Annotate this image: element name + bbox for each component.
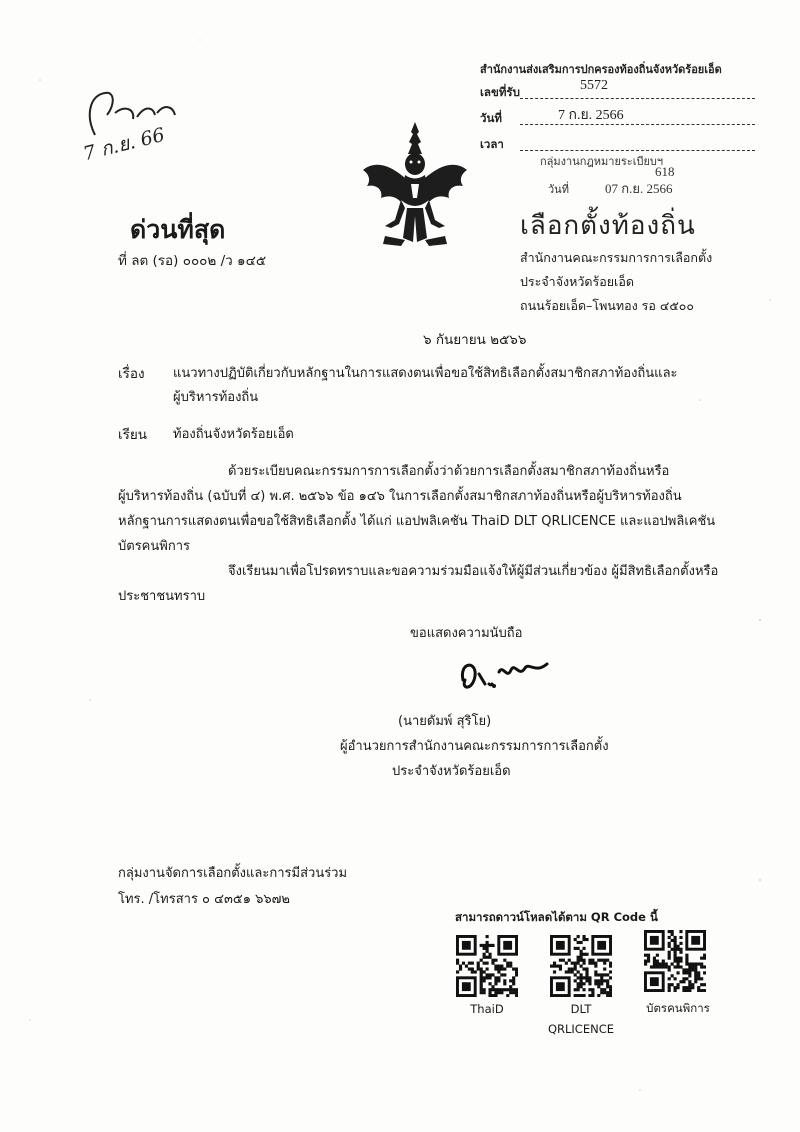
body-p1-line4: บัตรคนพิการ bbox=[118, 539, 190, 554]
footer-unit: กลุ่มงานจัดการเลือกตั้งและการมีส่วนร่วม bbox=[118, 866, 348, 881]
signer-title-2: ประจำจังหวัดร้อยเอ็ด bbox=[392, 764, 511, 779]
sender-line-1: สำนักงานคณะกรรมการการเลือกตั้ง bbox=[520, 250, 713, 265]
document-number: ที่ ลต (รอ) ๐๐๐๒ /ว ๑๔๕ bbox=[118, 253, 267, 269]
group-stamp-date-value: 07 ก.ย. 2566 bbox=[605, 181, 673, 196]
sender-line-2: ประจำจังหวัดร้อยเอ็ด bbox=[520, 274, 634, 289]
qr-label-dlt-2: QRLICENCE bbox=[547, 1022, 615, 1036]
receiving-stamp bbox=[480, 58, 755, 158]
closing-text: ขอแสดงความนับถือ bbox=[410, 626, 523, 641]
body-p2-line2: ประชาชนทราบ bbox=[118, 589, 206, 604]
handwritten-date: 7 ก.ย. 66 bbox=[80, 123, 167, 166]
stamp-date-value: 7 ก.ย. 2566 bbox=[558, 108, 624, 123]
subject-line-2: ผู้บริหารท้องถิ่น bbox=[173, 390, 259, 405]
signer-name: (นายดัมพ์ สุริโย) bbox=[398, 714, 492, 729]
footer-phone: โทร. /โทรสาร ๐ ๔๓๕๑ ๖๖๗๒ bbox=[118, 892, 290, 907]
group-stamp bbox=[540, 150, 725, 205]
stamp-date-label: วันที่ bbox=[480, 111, 502, 125]
stamp-time-label: เวลา bbox=[480, 137, 504, 151]
body-p2-line1: จึงเรียนมาเพื่อโปรดทราบและขอความร่วมมือแจ้งให้ผู้มีส่วนเกี่ยวข้อง ผู้มีสิทธิเลือกตั้งหรือ bbox=[228, 564, 719, 579]
recipient-label: เรียน bbox=[118, 427, 148, 443]
signer-title-1: ผู้อำนวยการสำนักงานคณะกรรมการการเลือกตั้ง bbox=[340, 739, 609, 754]
qr-label-disability-card: บัตรคนพิการ bbox=[646, 1001, 710, 1015]
body-p1-line2: ผู้บริหารท้องถิ่น (ฉบับที่ ๔) พ.ศ. ๒๕๖๖ ข้อ ๑๔๖ ในการเลือกตั้งสมาชิกสภาท้องถิ่นหรือผู้บริหารท้องถิ่น bbox=[118, 489, 682, 504]
qr-code-thaid[interactable] bbox=[456, 935, 518, 997]
stamp-number-value: 5572 bbox=[580, 78, 608, 93]
group-stamp-number: 618 bbox=[655, 164, 675, 179]
recipient-value: ท้องถิ่นจังหวัดร้อยเอ็ด bbox=[173, 427, 294, 442]
urgency-label: ด่วนที่สุด bbox=[130, 215, 226, 244]
garuda-emblem bbox=[355, 120, 475, 250]
stamp-number-label: เลขที่รับ bbox=[480, 85, 520, 99]
subject-line-1: แนวทางปฏิบัติเกี่ยวกับหลักฐานในการแสดงตนเพื่อขอใช้สิทธิเลือกตั้งสมาชิกสภาท้องถิ่นและ bbox=[173, 366, 678, 381]
stamp-office: สำนักงานส่งเสริมการปกครองท้องถิ่นจังหวัดร้อยเอ็ด bbox=[480, 63, 722, 76]
sender-line-3: ถนนร้อยเอ็ด–โพนทอง รอ ๔๕๐๐ bbox=[520, 298, 695, 313]
qr-code-dlt[interactable] bbox=[550, 935, 612, 997]
body-p1-line1: ด้วยระเบียบคณะกรรมการการเลือกตั้งว่าด้วยการเลือกตั้งสมาชิกสภาท้องถิ่นหรือ bbox=[228, 464, 670, 479]
group-stamp-title: กลุ่มงานกฎหมายระเบียบฯ bbox=[540, 155, 664, 168]
qr-label-thaid: ThaiD bbox=[470, 1002, 504, 1016]
department-header: เลือกตั้งท้องถิ่น bbox=[520, 211, 696, 241]
subject-label: เรื่อง bbox=[118, 366, 145, 382]
signature bbox=[455, 650, 560, 700]
qr-section-title: สามารถดาวน์โหลดได้ตาม QR Code นี้ bbox=[455, 910, 658, 924]
group-stamp-date-label: วันที่ bbox=[548, 183, 569, 196]
qr-label-dlt: DLT bbox=[570, 1002, 592, 1016]
letter-date: ๖ กันยายน ๒๕๖๖ bbox=[423, 332, 527, 348]
qr-code-disability-card[interactable] bbox=[644, 930, 706, 992]
body-p1-line3: หลักฐานการแสดงตนเพื่อขอใช้สิทธิเลือกตั้ง ได้แก่ แอปพลิเคชัน ThaiD DLT QRLICENCE และแอปพลิเคชัน bbox=[118, 514, 716, 529]
